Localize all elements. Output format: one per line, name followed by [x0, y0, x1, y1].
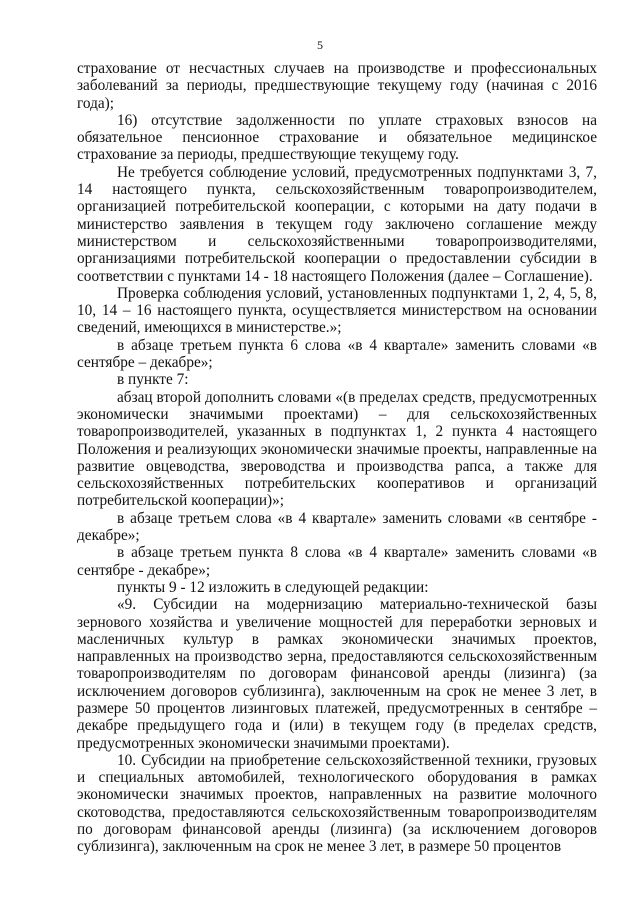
paragraph-exemption: Не требуется соблюдение условий, предусмотренных подпунктами 3, 7, 14 настоящего пункта, сельскохозяйственным товаропроизводителем, организацией потребительской кооперации, с которыми на дату подачи в министерство заявления в текущем году заключено соглашение между министерством и сельскохозяйственными товаропроизводителями, организациями потребительской кооперации о предоставлении субсидии в соответствии с пунктами 14 - 18 настоящего Положения (далее – Соглашение).: [77, 163, 597, 285]
paragraph-amend-point-8: в абзаце третьем пункта 8 слова «в 4 квартале» заменить словами «в сентябре - декабре»;: [77, 544, 597, 579]
paragraph-point-7-heading: в пункте 7:: [117, 371, 189, 389]
paragraph-point-7-abzac-2: абзац второй дополнить словами «(в пределах средств, предусмотренных экономически значимыми проектами) – для сельскохозяйственных товаропроизводителей, указанных в подпунктах 1, 2 пункта 4 настоящего Положения и реализующих экономически значимые проекты, направленные на развитие овцеводства, звероводства и производства рапса, а также для сельскохозяйственных потребительских кооперативов и организаций потребительской кооперации)»;: [77, 388, 597, 510]
paragraph-item-16: 16) отсутствие задолженности по уплате страховых взносов на обязательное пенсионное страхование и обязательное медицинское страхование за периоды, предшествующие текущему году.: [77, 111, 597, 164]
paragraph-point-10: 10. Субсидии на приобретение сельскохозяйственной техники, грузовых и специальных автомобилей, технологического оборудования в рамках экономически значимых проектов, направленных на развитие молочного скотоводства, предоставляются сельскохозяйственным товаропроизводителям по договорам финансовой аренды (лизинга) (за исключением договоров сублизинга), заключенным на срок не менее 3 лет, в размере 50 процентов: [77, 751, 597, 856]
page-number: 5: [317, 38, 323, 52]
paragraph-verification: Проверка соблюдения условий, установленных подпунктами 1, 2, 4, 5, 8, 10, 14 – 16 настоящего пункта, осуществляется министерством на основании сведений, имеющихся в министерстве.»;: [77, 284, 597, 337]
document-body: [77, 60, 597, 856]
paragraph-point-7-abzac-3: в абзаце третьем слова «в 4 квартале» заменить словами «в сентябре - декабре»;: [77, 509, 597, 545]
paragraph-points-9-12-heading: пункты 9 - 12 изложить в следующей редакции:: [117, 578, 429, 596]
paragraph-point-9: «9. Субсидии на модернизацию материально-технической базы зернового хозяйства и увеличение мощностей для переработки зерновых и масленичных культур в рамках экономически значимых проектов, направленных на производство зерна, предоставляются сельскохозяйственным товаропроизводителям по договорам финансовой аренды (лизинга) (за исключением договоров сублизинга), заключенным на срок не менее 3 лет, в размере 50 процентов лизинговых платежей, предусмотренных в сентябре – декабре предыдущего года и (или) в текущем году (в пределах средств, предусмотренных экономически значимыми проектами).: [77, 596, 597, 752]
paragraph-amend-point-6: в абзаце третьем пункта 6 слова «в 4 квартале» заменить словами «в сентябре – декабре»;: [77, 336, 597, 372]
paragraph-continuation: страхование от несчастных случаев на производстве и профессиональных заболеваний за периоды, предшествующие текущему году (начиная с 2016 года);: [77, 60, 597, 112]
